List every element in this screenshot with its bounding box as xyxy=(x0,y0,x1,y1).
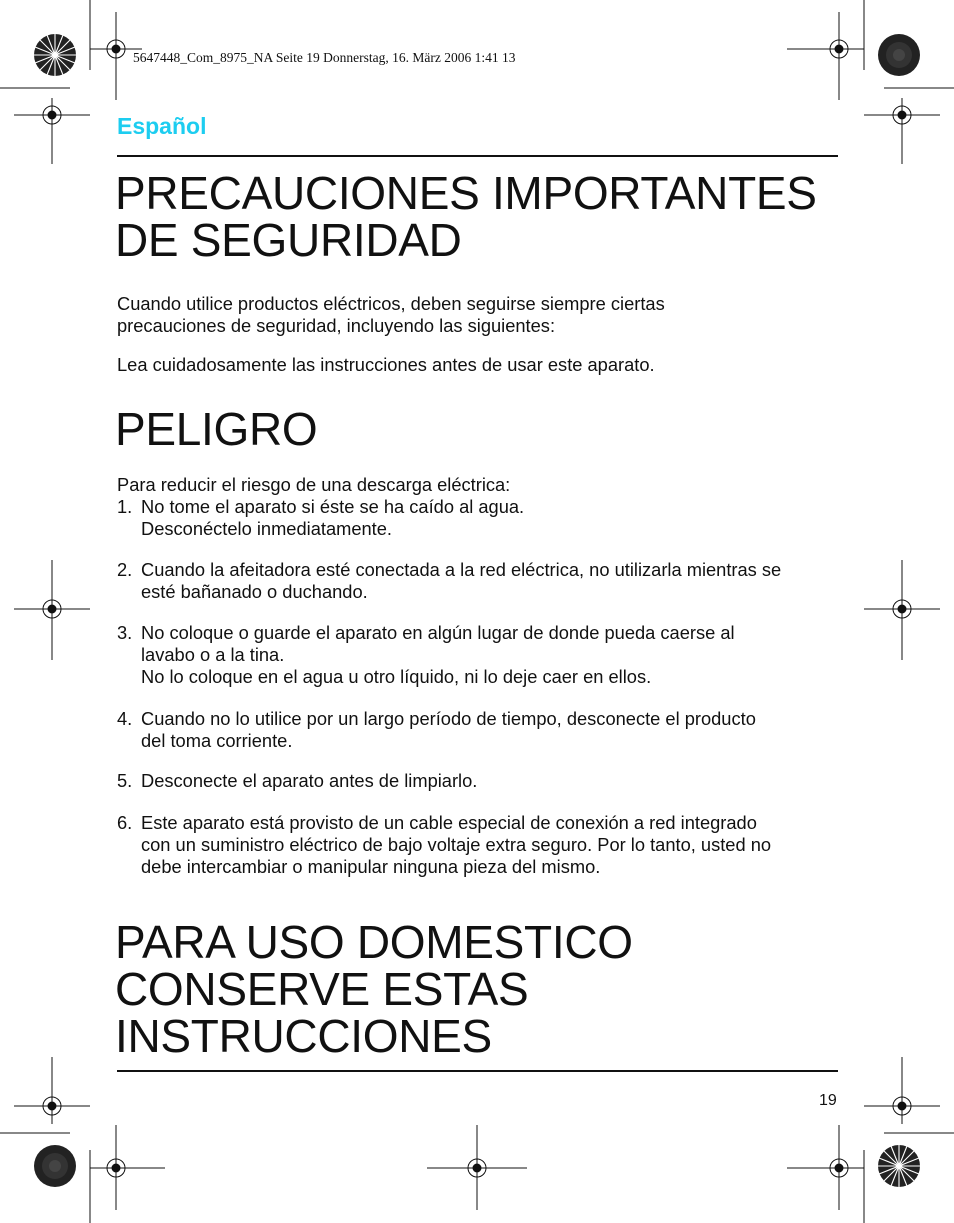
title-line: PRECAUCIONES IMPORTANTES xyxy=(115,167,817,219)
list-item-number: 3. xyxy=(117,622,133,643)
list-item xyxy=(141,708,841,752)
intro-paragraph xyxy=(117,293,839,337)
list-item-number: 1. xyxy=(117,496,133,517)
crosshair-icon xyxy=(787,1125,864,1210)
list-item-line: con un suministro eléctrico de bajo voltaje extra seguro. Por lo tanto, usted no xyxy=(141,834,772,855)
list-item-line: esté bañanado o duchando. xyxy=(141,581,368,602)
language-label: Español xyxy=(117,113,207,139)
list-item-line: del toma corriente. xyxy=(141,730,293,751)
list-item-line: debe intercambiar o manipular ninguna pieza del mismo. xyxy=(141,856,601,877)
crosshair-icon xyxy=(864,98,940,164)
print-slug: 5647448_Com_8975_NA Seite 19 Donnerstag, 16. März 2006 1:41 13 xyxy=(133,50,516,65)
closing-line: PARA USO DOMESTICO xyxy=(115,916,633,968)
bottom-rule xyxy=(117,1070,838,1072)
list-item xyxy=(141,559,841,603)
list-item-number: 6. xyxy=(117,812,133,833)
registration-sunburst-icon xyxy=(878,34,920,76)
list-item-line: Desconecte el aparato antes de limpiarlo. xyxy=(141,770,478,791)
closing-line: INSTRUCCIONES xyxy=(115,1010,492,1062)
list-item-number: 4. xyxy=(117,708,133,729)
crosshair-icon xyxy=(14,1057,90,1124)
list-item-number: 2. xyxy=(117,559,133,580)
crosshair-icon xyxy=(427,1125,527,1210)
list-item-line: No coloque o guarde el aparato en algún lugar de donde pueda caerse al xyxy=(141,622,735,643)
crosshair-icon xyxy=(14,560,90,660)
registration-sunburst-icon xyxy=(34,1145,76,1187)
intro-line: Cuando utilice productos eléctricos, deben seguirse siempre ciertas xyxy=(117,293,665,314)
list-item-line: lavabo o a la tina. xyxy=(141,644,285,665)
crosshair-icon xyxy=(864,560,940,660)
crosshair-icon xyxy=(90,1125,165,1210)
danger-intro: Para reducir el riesgo de una descarga eléctrica: xyxy=(117,474,511,495)
list-item-number: 5. xyxy=(117,770,133,791)
list-item-line: No tome el aparato si éste se ha caído al agua. xyxy=(141,496,525,517)
intro-line: precauciones de seguridad, incluyendo las siguientes: xyxy=(117,315,556,336)
page-number: 19 xyxy=(819,1092,837,1109)
list-item xyxy=(141,622,841,688)
top-rule xyxy=(117,155,838,157)
list-item xyxy=(141,812,841,878)
registration-sunburst-icon xyxy=(878,1145,920,1187)
list-item xyxy=(141,770,841,792)
closing-heading xyxy=(115,916,633,1062)
list-item-line: Este aparato está provisto de un cable especial de conexión a red integrado xyxy=(141,812,757,833)
page-title xyxy=(115,167,817,266)
title-line: DE SEGURIDAD xyxy=(115,214,462,266)
registration-sunburst-icon xyxy=(34,34,76,76)
crosshair-icon xyxy=(787,12,864,100)
crosshair-icon xyxy=(864,1057,940,1124)
list-item xyxy=(141,496,841,540)
danger-heading: PELIGRO xyxy=(115,403,318,455)
list-item-line: Cuando no lo utilice por un largo período de tiempo, desconecte el producto xyxy=(141,708,756,729)
read-instructions-paragraph: Lea cuidadosamente las instrucciones antes de usar este aparato. xyxy=(117,354,655,375)
list-item-line: Cuando la afeitadora esté conectada a la red eléctrica, no utilizarla mientras se xyxy=(141,559,782,580)
list-item-line: No lo coloque en el agua u otro líquido, ni lo deje caer en ellos. xyxy=(141,666,652,687)
crosshair-icon xyxy=(14,98,90,164)
closing-line: CONSERVE ESTAS xyxy=(115,963,529,1015)
list-item-line: Desconéctelo inmediatamente. xyxy=(141,518,393,539)
